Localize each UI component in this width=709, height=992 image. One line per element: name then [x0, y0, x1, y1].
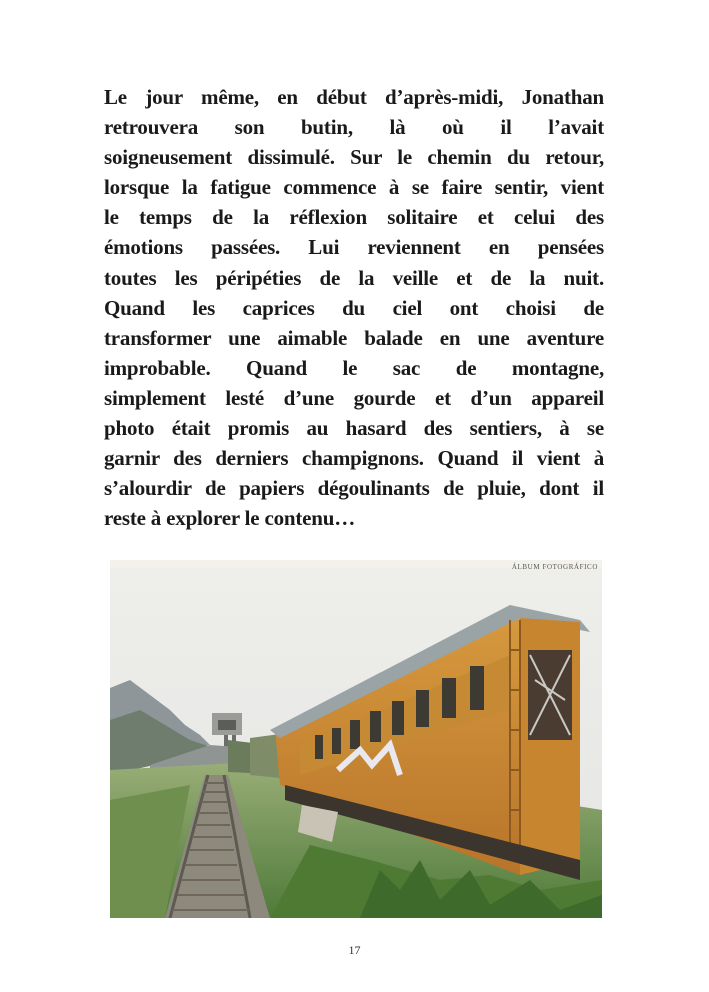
paragraph-line: émotions passées. Lui reviennent en pensées	[104, 235, 604, 260]
paragraph-line: s’alourdir de papiers dégoulinants de pluie, dont il	[104, 476, 604, 501]
paragraph-line: soigneusement dissimulé. Sur le chemin du retour,	[104, 145, 604, 170]
paragraph-line: Le jour même, en début d’après-midi, Jonathan	[104, 85, 604, 109]
train-photo	[110, 560, 602, 918]
paragraph-line: Quand les caprices du ciel ont choisi de	[104, 295, 604, 320]
paragraph-line: retrouvera son butin, là où il l’avait	[104, 115, 604, 140]
paragraph-line: lorsque la fatigue commence à se faire sentir, vient	[104, 175, 604, 200]
paragraph-line: improbable. Quand le sac de montagne,	[104, 355, 604, 380]
paragraph-line: simplement lesté d’une gourde et d’un appareil	[104, 385, 604, 410]
photo-album-label: ÁLBUM FOTOGRÁFICO	[511, 563, 598, 571]
paragraph-line: garnir des derniers champignons. Quand il vient à	[104, 446, 604, 471]
paragraph-line: toutes les péripéties de la veille et de la nuit.	[104, 265, 604, 290]
paragraph-line: le temps de la réflexion solitaire et celui des	[104, 205, 604, 230]
body-paragraph	[104, 82, 604, 533]
train-photo-illustration	[110, 560, 602, 918]
paragraph-line: transformer une aimable balade en une aventure	[104, 325, 604, 350]
paragraph-line: reste à explorer le contenu…	[104, 506, 356, 531]
paragraph-line: photo était promis au hasard des sentiers, à se	[104, 416, 604, 441]
page-number: 17	[348, 943, 361, 957]
